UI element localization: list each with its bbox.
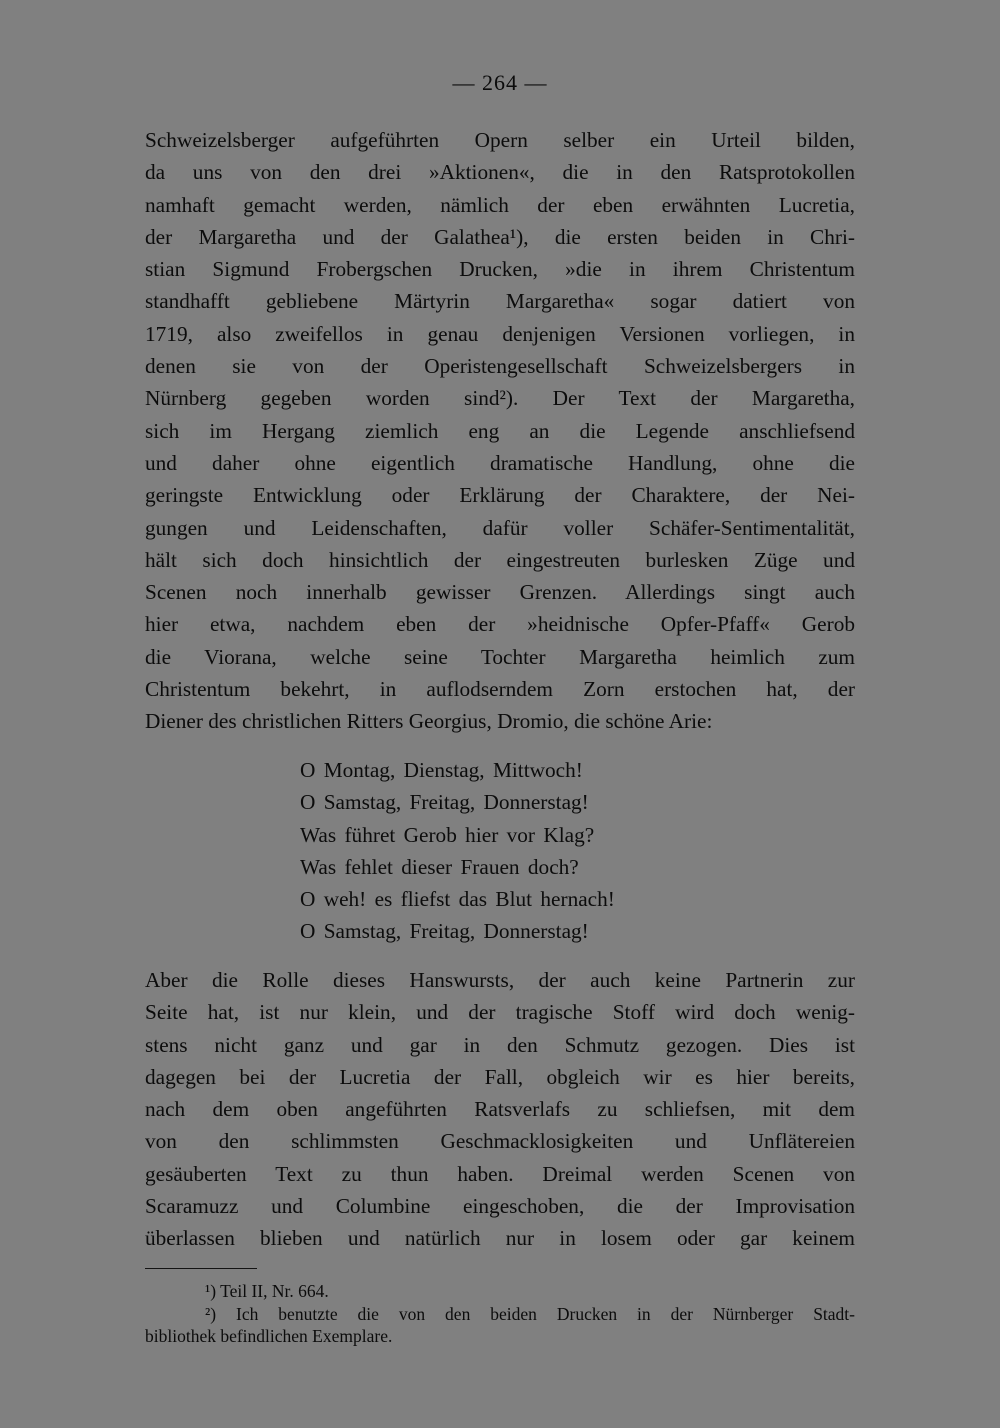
verse-line: O Montag, Dienstag, Mittwoch!: [300, 758, 583, 782]
text-line: Scenen noch innerhalb gewisser Grenzen. Allerdings singt auch: [145, 580, 855, 605]
paragraph-1: [145, 124, 855, 738]
text-line: die Viorana, welche seine Tochter Margaretha heimlich zum: [145, 644, 855, 669]
text-line: Seite hat, ist nur klein, und der tragische Stoff wird doch wenig-: [145, 1000, 855, 1025]
text-line: standhafft gebliebene Märtyrin Margaretha« sogar datiert von: [145, 289, 855, 314]
text-line: sich im Hergang ziemlich eng an die Legende anschliefsend: [145, 418, 855, 443]
text-line: denen sie von der Operistengesellschaft Schweizelsbergers in: [145, 354, 855, 379]
text-line: und daher ohne eigentlich dramatische Handlung, ohne die: [145, 450, 855, 475]
page-number: — 264 —: [452, 70, 548, 95]
text-line: Christentum bekehrt, in auflodserndem Zorn erstochen hat, der: [145, 677, 855, 702]
text-line: Nürnberg gegeben worden sind²). Der Text der Margaretha,: [145, 386, 855, 411]
verse-line: Was führet Gerob hier vor Klag?: [300, 822, 595, 847]
text-line: von den schlimmsten Geschmacklosigkeiten und Unflätereien: [145, 1129, 855, 1154]
footnote-2-line-2: bibliothek befindlichen Exemplare.: [145, 1326, 393, 1346]
text-line: Scaramuzz und Columbine eingeschoben, die der Improvisation: [145, 1194, 855, 1219]
text-line: Diener des christlichen Ritters Georgius, Dromio, die schöne Arie:: [145, 709, 713, 734]
text-line: stian Sigmund Frobergschen Drucken, »die in ihrem Christentum: [145, 257, 855, 282]
text-line: hält sich doch hinsichtlich der eingestreuten burlesken Züge und: [145, 547, 855, 572]
text-line: der Margaretha und der Galathea¹), die ersten beiden in Chri-: [145, 224, 855, 249]
text-line: stens nicht ganz und gar in den Schmutz gezogen. Dies ist: [145, 1032, 855, 1057]
footnote-divider: [145, 1268, 257, 1269]
text-line: 1719, also zweifellos in genau denjenigen Versionen vorliegen, in: [145, 321, 855, 346]
text-line: dagegen bei der Lucretia der Fall, obgleich wir es hier bereits,: [145, 1064, 855, 1089]
text-line: Schweizelsberger aufgeführten Opern selber ein Urteil bilden,: [145, 128, 855, 152]
text-line: geringste Entwicklung oder Erklärung der Charaktere, der Nei-: [145, 483, 855, 508]
text-line: namhaft gemacht werden, nämlich der eben erwähnten Lucretia,: [145, 192, 855, 217]
text-line: Aber die Rolle dieses Hanswursts, der auch keine Partnerin zur: [145, 968, 855, 992]
verse-line: O Samstag, Freitag, Donnerstag!: [300, 919, 589, 944]
aria-verse: [300, 754, 615, 948]
text-line: da uns von den drei »Aktionen«, die in den Ratsprotokollen: [145, 160, 855, 185]
text-line: gungen und Leidenschaften, dafür voller Schäfer-Sentimentalität,: [145, 515, 855, 540]
text-line: überlassen blieben und natürlich nur in losem oder gar keinem: [145, 1226, 855, 1251]
verse-line: Was fehlet dieser Frauen doch?: [300, 854, 579, 879]
footnote-2-line-1: ²) Ich benutzte die von den beiden Drucken in der Nürnberger Stadt-: [205, 1303, 855, 1324]
text-line: nach dem oben angeführten Ratsverlafs zu schliefsen, mit dem: [145, 1097, 855, 1122]
text-line: hier etwa, nachdem eben der »heidnische Opfer-Pfaff« Gerob: [145, 612, 855, 637]
footnotes: [145, 1280, 855, 1348]
verse-line: O Samstag, Freitag, Donnerstag!: [300, 790, 589, 815]
footnote-1: ¹) Teil II, Nr. 664.: [205, 1281, 329, 1301]
paragraph-2: [145, 964, 855, 1255]
verse-line: O weh! es fliefst das Blut hernach!: [300, 887, 615, 912]
text-line: gesäuberten Text zu thun haben. Dreimal werden Scenen von: [145, 1161, 855, 1186]
